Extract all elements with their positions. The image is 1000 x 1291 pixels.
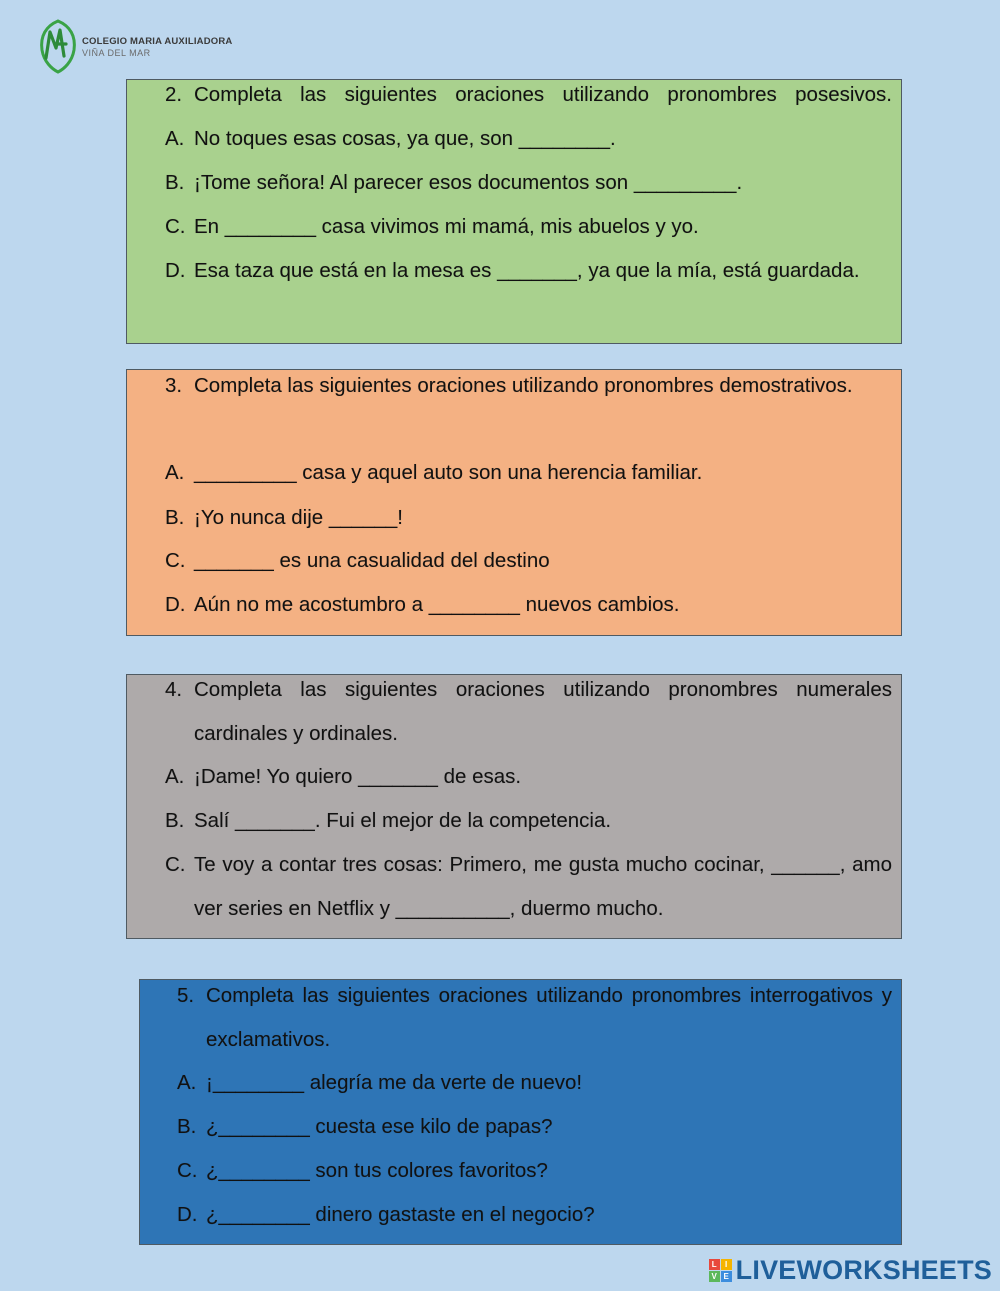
section-numeral-pronouns [126,674,902,939]
section-number: 5. [177,984,195,1007]
section-instruction: Completa las siguientes oraciones utilizando pronombres demostrativos. [194,374,853,397]
question-label: C. [177,1159,198,1182]
section-number: 4. [165,678,183,701]
question-label: A. [177,1071,197,1094]
question-b [165,506,892,530]
section-number: 2. [165,83,183,106]
question-label: B. [177,1115,197,1138]
question-text: ¡Dame! Yo quiero _______ de esas. [194,765,522,788]
question-label: A. [165,765,185,788]
question-text: No toques esas cosas, ya que, son ________. [194,127,616,150]
question-label: B. [165,506,185,529]
question-label: D. [165,593,186,616]
logo-tile: L [709,1259,720,1270]
question-label: D. [177,1203,198,1226]
question-label: C. [165,215,186,238]
question-b [165,809,892,833]
school-name: COLEGIO MARIA AUXILIADORA [82,36,233,47]
question-label: D. [165,259,186,282]
question-text: _________ casa y aquel auto son una herencia familiar. [194,461,703,484]
question-text: ¿________ cuesta ese kilo de papas? [206,1115,553,1138]
logo-tile: V [709,1271,720,1282]
question-text: ¿________ dinero gastaste en el negocio? [206,1203,595,1226]
liveworksheets-logo-icon [709,1259,732,1282]
section-title [177,974,892,1062]
section-instruction: Completa las siguientes oraciones utilizando pronombres posesivos. [194,83,892,106]
section-title [165,371,892,400]
question-a [165,127,892,151]
question-text: En ________ casa vivimos mi mamá, mis abuelos y yo. [194,215,699,238]
question-d [165,249,892,293]
school-city: VIÑA DEL MAR [82,48,151,58]
section-title [165,668,892,756]
question-a [177,1071,892,1095]
question-text: Esa taza que está en la mesa es _______, ya que la mía, está guardada. [194,259,860,282]
question-b [177,1115,892,1139]
logo-tile: I [721,1259,732,1270]
question-text: ¡Tome señora! Al parecer esos documentos son _________. [194,171,743,194]
liveworksheets-watermark [709,1254,992,1286]
question-label: A. [165,461,185,484]
question-a [165,765,892,789]
section-instruction: Completa las siguientes oraciones utilizando pronombres interrogativos y exclamativos. [206,984,892,1051]
logo-tile: E [721,1271,732,1282]
question-b [165,171,892,195]
question-label: A. [165,127,185,150]
question-text: Te voy a contar tres cosas: Primero, me gusta mucho cocinar, ______, amo ver series en Netflix y __________, duermo mucho. [194,853,892,920]
watermark-text: LIVEWORKSHEETS [735,1254,992,1285]
school-emblem-icon [38,18,78,74]
section-number: 3. [165,374,183,397]
question-text: ¡Yo nunca dije ______! [194,506,403,529]
question-a [165,461,892,485]
question-label: C. [165,853,186,876]
section-interrogative-pronouns [139,979,902,1245]
question-d [177,1203,892,1227]
section-demonstrative-pronouns [126,369,902,636]
question-label: C. [165,549,186,572]
question-c [165,215,892,239]
question-d [165,593,892,617]
question-text: ¿________ son tus colores favoritos? [206,1159,548,1182]
section-instruction: Completa las siguientes oraciones utilizando pronombres numerales cardinales y ordinales. [194,678,892,745]
section-title [165,83,892,107]
question-text: Aún no me acostumbro a ________ nuevos cambios. [194,593,680,616]
school-logo [38,18,233,74]
section-possessive-pronouns [126,79,902,344]
question-text: Salí _______. Fui el mejor de la competencia. [194,809,612,832]
question-label: B. [165,809,185,832]
question-c [165,549,892,573]
question-text: ¡________ alegría me da verte de nuevo! [206,1071,583,1094]
question-c [165,843,892,931]
question-c [177,1159,892,1183]
question-label: B. [165,171,185,194]
question-text: _______ es una casualidad del destino [194,549,550,572]
